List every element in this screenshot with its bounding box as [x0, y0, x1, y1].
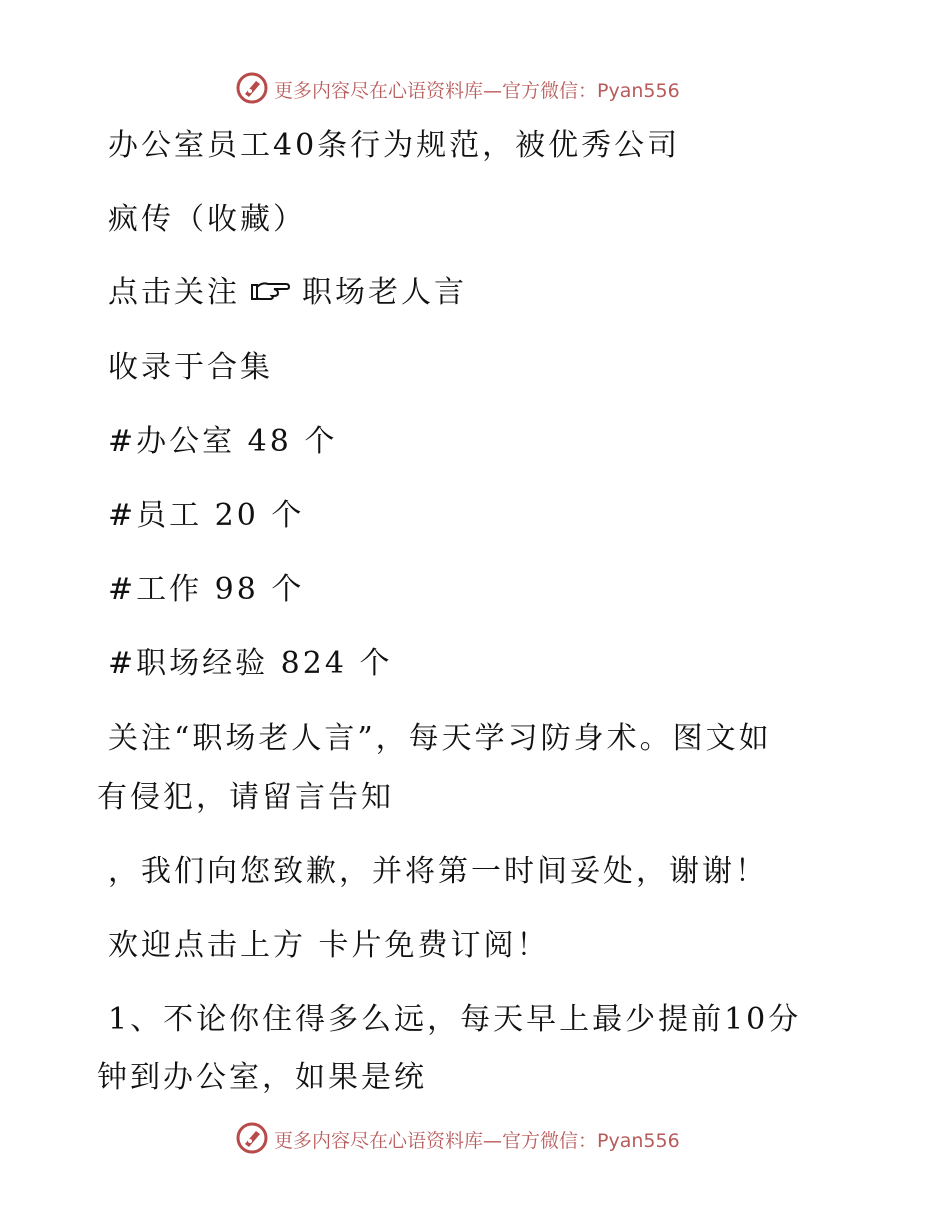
- footer-text: [274, 1126, 680, 1153]
- footer-watermark: [0, 1120, 950, 1160]
- footer-wechat-id: Pyan556: [597, 1130, 680, 1152]
- header-watermark: [0, 70, 950, 110]
- pen-seal-logo-icon: [236, 72, 268, 104]
- title-line-2: 疯传（收藏）: [108, 202, 306, 237]
- header-wechat-id: Pyan556: [597, 80, 680, 102]
- tag-career-experience[interactable]: #职场经验 824 个: [108, 646, 393, 681]
- pointing-hand-icon: [248, 274, 292, 314]
- tag-work[interactable]: #工作 98 个: [108, 572, 305, 607]
- item-1-line-2: 钟到办公室，如果是统: [97, 1060, 427, 1095]
- header-text-prefix: 更多内容尽在心语资料库—官方微信：: [274, 80, 598, 102]
- pen-seal-logo-icon: [236, 1122, 268, 1154]
- collection-label: 收录于合集: [108, 350, 273, 385]
- item-1-line-1: 1、不论你住得多么远，每天早上最少提前10分: [108, 1002, 802, 1037]
- follow-account-name[interactable]: 职场老人言: [302, 275, 467, 310]
- notice-line-1: 关注“职场老人言”，每天学习防身术。图文如: [108, 721, 772, 756]
- notice-line-3: ，我们向您致歉，并将第一时间妥处，谢谢！: [108, 854, 768, 889]
- follow-prefix: 点击关注: [108, 275, 240, 310]
- tag-employee[interactable]: #员工 20 个: [108, 498, 305, 533]
- notice-line-2: 有侵犯，请留言告知: [97, 780, 394, 815]
- subscribe-line: 欢迎点击上方 卡片免费订阅！: [108, 928, 550, 963]
- tag-office[interactable]: #办公室 48 个: [108, 424, 338, 459]
- footer-text-prefix: 更多内容尽在心语资料库—官方微信：: [274, 1130, 598, 1152]
- header-text: [274, 76, 680, 103]
- follow-line: [108, 273, 467, 314]
- title-line-1: 办公室员工40条行为规范，被优秀公司: [108, 128, 681, 163]
